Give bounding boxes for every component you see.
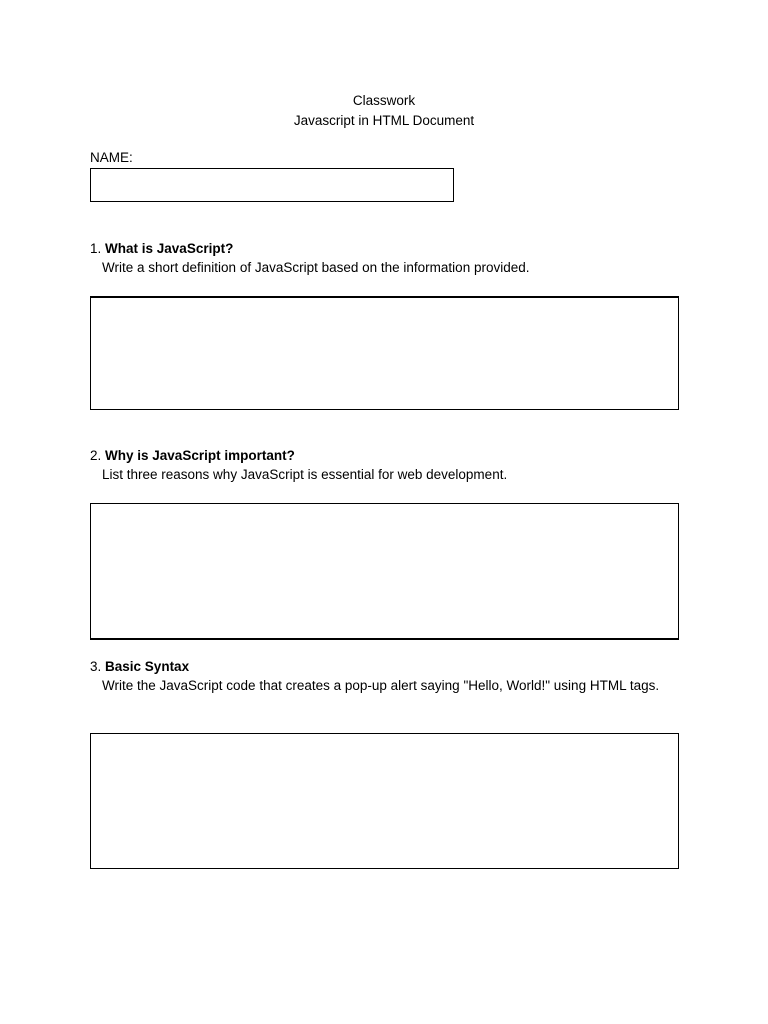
answer-box-1[interactable]	[90, 296, 679, 410]
question-3-number: 3.	[90, 659, 102, 674]
answer-input-3[interactable]	[91, 734, 678, 868]
page-title: Classwork	[352, 93, 416, 108]
name-input[interactable]	[91, 169, 453, 201]
question-3-instruction: Write the JavaScript code that creates a pop-up alert saying "Hello, World!" using HTML tags.	[102, 678, 660, 693]
question-1-instruction: Write a short definition of JavaScript based on the information provided.	[102, 260, 530, 275]
answer-input-1[interactable]	[91, 298, 678, 409]
name-label: NAME:	[90, 150, 133, 165]
question-2-heading	[90, 448, 295, 464]
answer-input-2[interactable]	[91, 504, 678, 638]
question-1-title: What is JavaScript?	[105, 241, 234, 256]
name-field[interactable]	[90, 168, 454, 202]
question-1-number: 1.	[90, 241, 102, 256]
question-2-number: 2.	[90, 448, 102, 463]
question-3-title: Basic Syntax	[105, 659, 190, 674]
question-1-heading	[90, 241, 233, 257]
answer-box-2[interactable]	[90, 503, 679, 640]
question-2-instruction: List three reasons why JavaScript is essential for web development.	[102, 467, 508, 482]
answer-box-3[interactable]	[90, 733, 679, 869]
question-2-title: Why is JavaScript important?	[105, 448, 295, 463]
page-subtitle: Javascript in HTML Document	[293, 113, 475, 128]
question-3-heading	[90, 659, 189, 675]
